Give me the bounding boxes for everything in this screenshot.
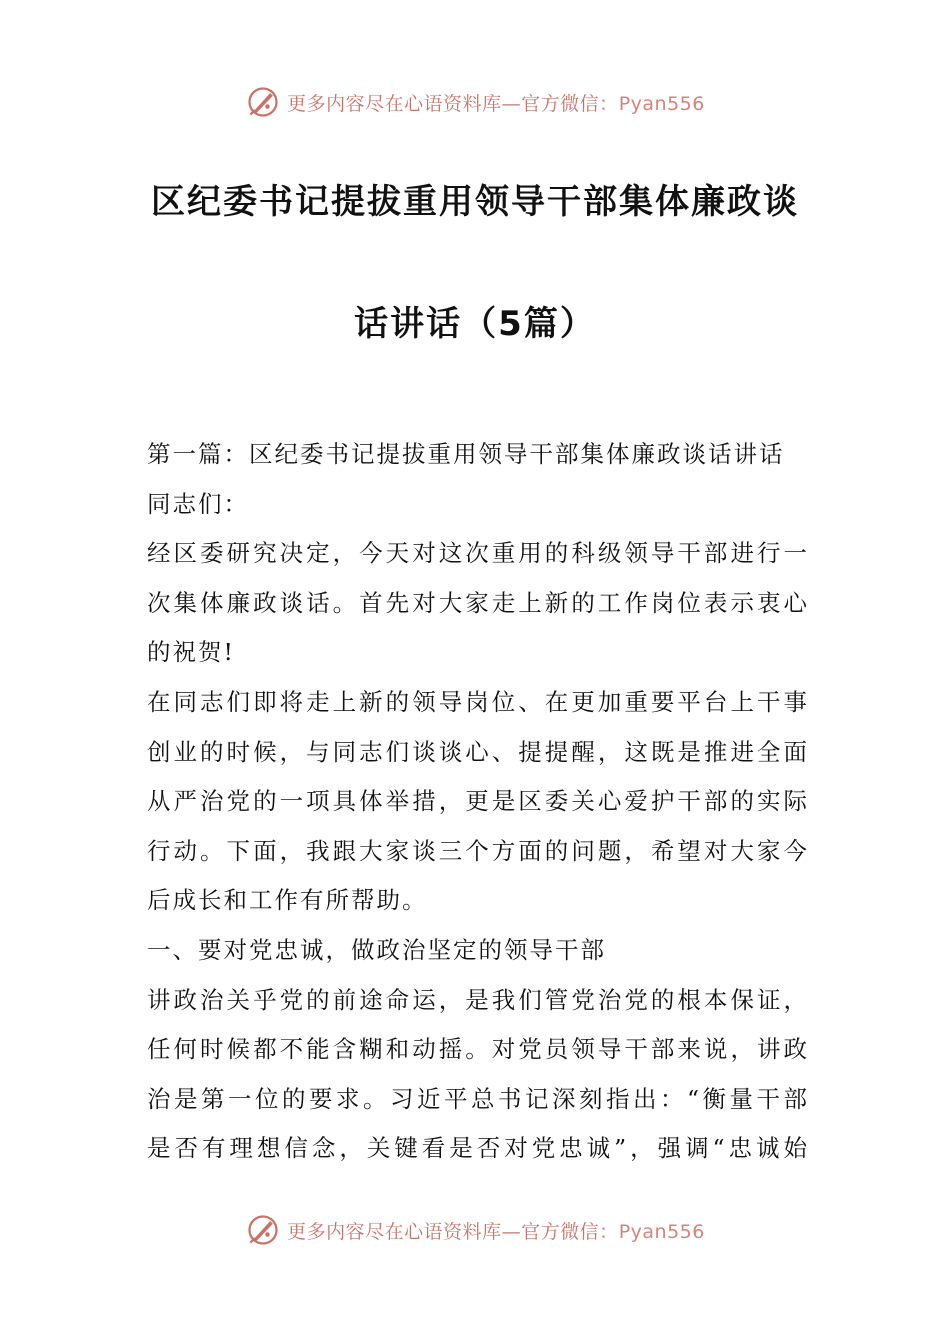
body-line: 讲政治关乎党的前途命运，是我们管党治党的根本保证， [147,985,807,1014]
watermark-wechat: Pyan556 [618,1220,705,1243]
watermark-official: 官方微信： [521,1220,619,1243]
body-line: 的祝贺! [147,638,235,667]
watermark-text [287,89,705,116]
quill-logo-icon [245,84,281,120]
doc-title-line-1: 区纪委书记提拔重用领导干部集体廉政谈 [151,182,799,222]
doc-title-line-2: 话讲话（5篇） [354,304,596,344]
body-line: 是否有理想信念，关键看是否对党忠诚”，强调“忠诚始 [147,1134,807,1163]
quill-logo-icon [245,1212,281,1248]
body-line: 经区委研究决定，今天对这次重用的科级领导干部进行一 [147,539,807,568]
body-line: 行动。下面，我跟大家谈三个方面的问题，希望对大家今 [147,836,807,865]
body-line: 从严治党的一项具体举措，更是区委关心爱护干部的实际 [147,787,807,816]
watermark-banner-top [0,82,950,122]
body-line: 第一篇：区纪委书记提拔重用领导干部集体廉政谈话讲话 [147,440,785,468]
body-line: 在同志们即将走上新的领导岗位、在更加重要平台上干事 [147,687,807,716]
watermark-wechat: Pyan556 [618,92,705,115]
watermark-official: 官方微信： [521,92,619,115]
body-line: 创业的时候，与同志们谈谈心、提提醒，这既是推进全面 [147,737,807,766]
body-line: 同志们： [147,489,249,518]
body-line: 任何时候都不能含糊和动摇。对党员领导干部来说，讲政 [147,1035,807,1064]
watermark-banner-bottom [0,1210,950,1250]
watermark-text [287,1217,705,1244]
body-line: 治是第一位的要求。习近平总书记深刻指出：“衡量干部 [147,1084,807,1113]
watermark-separator: — [501,92,522,115]
body-line: 后成长和工作有所帮助。 [147,886,428,915]
watermark-separator: — [501,1220,522,1243]
section-heading: 一、要对党忠诚，做政治坚定的领导干部 [147,935,606,964]
body-line: 次集体廉政谈话。首先对大家走上新的工作岗位表示衷心 [147,588,807,617]
watermark-site: 更多内容尽在心语资料库 [287,92,502,115]
doc-body [147,434,807,1178]
watermark-site: 更多内容尽在心语资料库 [287,1220,502,1243]
